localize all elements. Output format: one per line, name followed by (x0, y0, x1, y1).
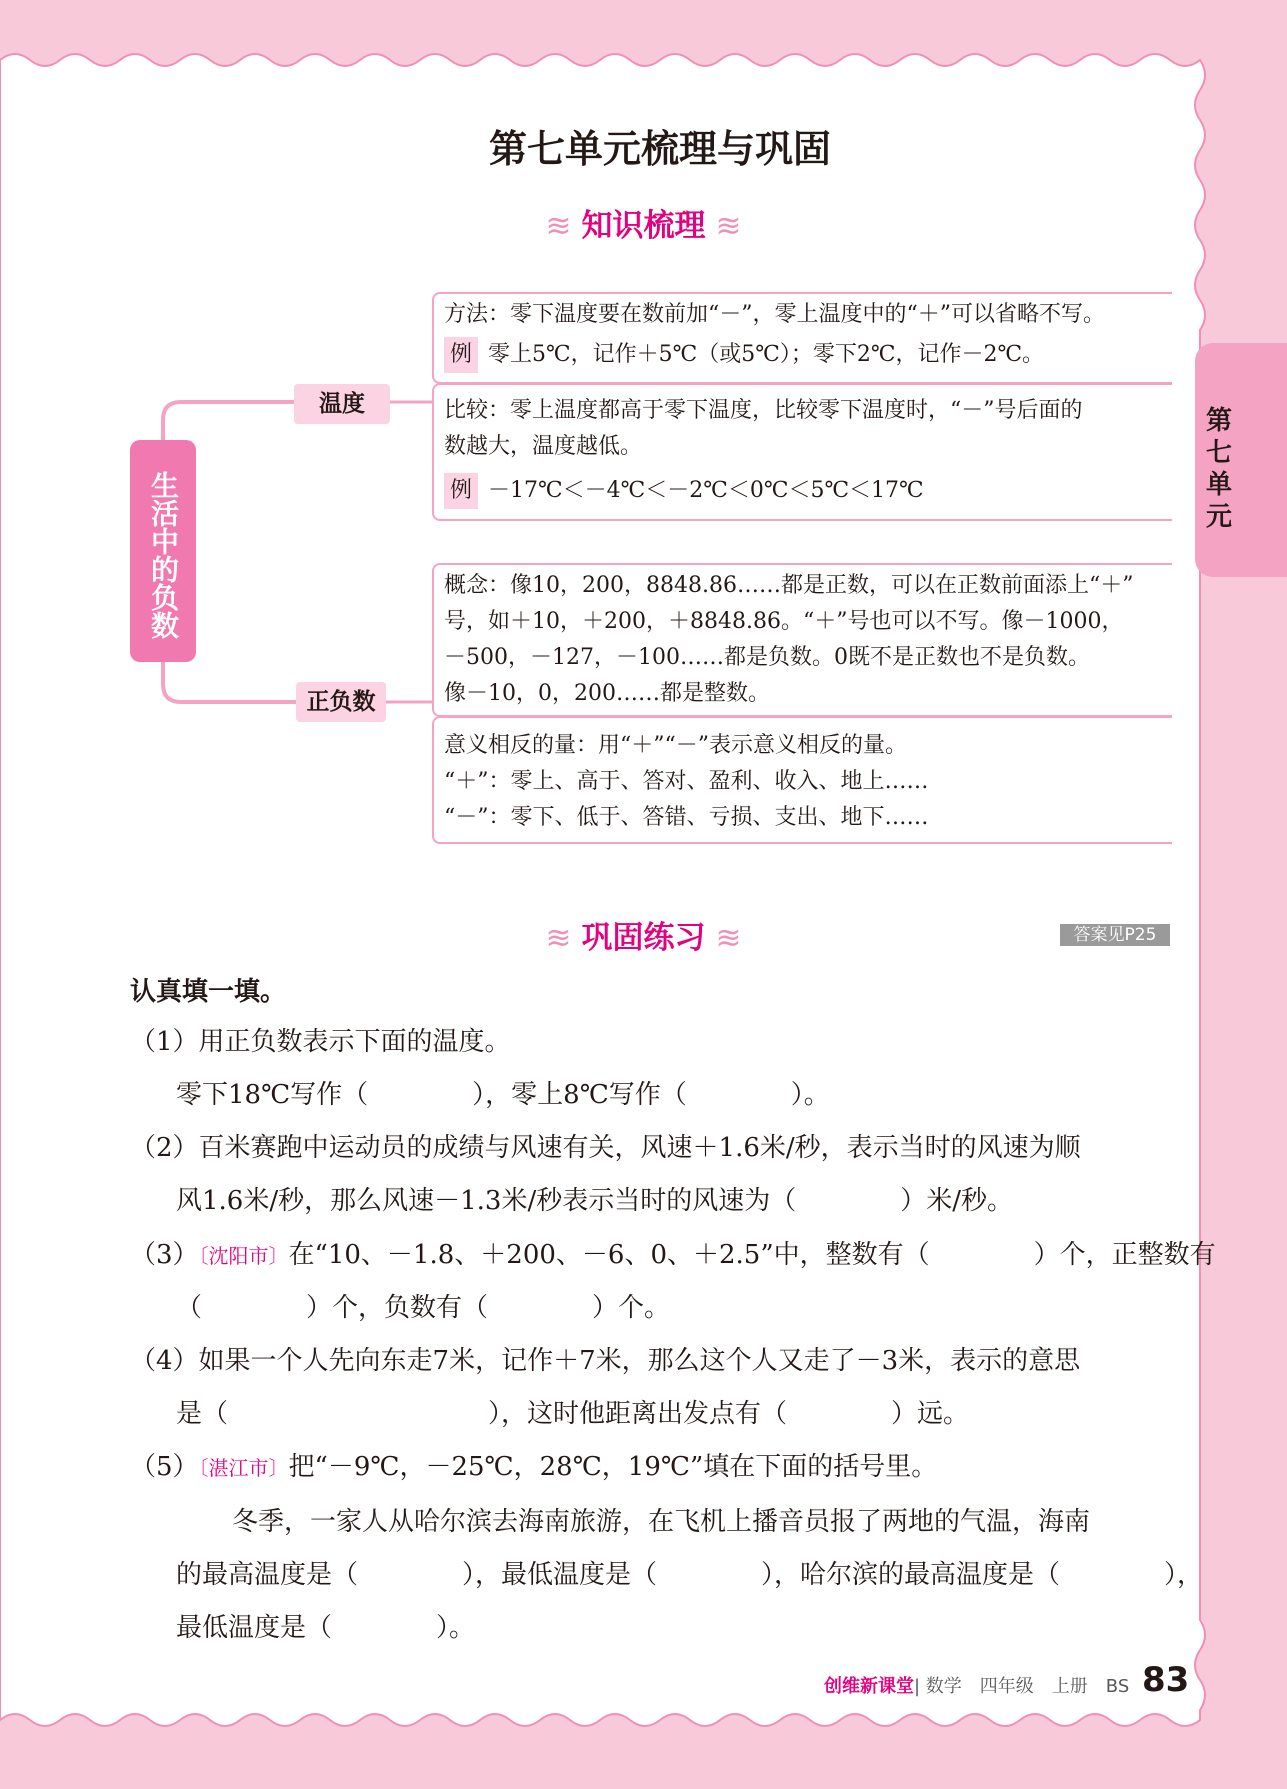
q5-line3: 的最高温度是（ ），最低温度是（ ），哈尔滨的最高温度是（ ）， (176, 1560, 1204, 1590)
posneg-concept-line2: 号，如＋10，＋200，＋8848.86。“＋”号也可以不写。像－1000， (444, 609, 1124, 634)
q5-city-tag: 〔湛江市〕 (198, 1456, 289, 1480)
q3-line1 (130, 1229, 1216, 1283)
wave-right-icon: ≋ (715, 208, 742, 244)
node-posneg: 正负数 (296, 682, 386, 722)
chapter-side-tab-label: 第七单元 (1205, 406, 1232, 532)
wave-left-icon: ≋ (545, 208, 572, 244)
q3-line2: （ ）个，负数有（ ）个。 (176, 1293, 671, 1323)
temp-example2-line (444, 473, 924, 509)
q3-number: （3） (130, 1240, 199, 1270)
q5-line1 (130, 1441, 937, 1495)
q2-line2: 风1.6米/秒，那么风速－1.3米/秒表示当时的风速为（ ）米/秒。 (176, 1186, 1013, 1216)
posneg-concept-line1: 概念：像10，200，8848.86……都是正数，可以在正数前面添上“＋” (444, 573, 1134, 598)
temp-compare-line1: 比较：零上温度都高于零下温度，比较零下温度时，“－”号后面的 (444, 398, 1083, 423)
q5-text: 把“－9℃，－25℃，28℃，19℃”填在下面的括号里。 (288, 1452, 938, 1482)
q5-line4: 最低温度是（ ）。 (176, 1613, 476, 1643)
wave-right-icon: ≋ (715, 920, 742, 956)
q1-line2: 零下18℃写作（ ），零上8℃写作（ ）。 (176, 1080, 830, 1110)
posneg-concept-line4: 像－10，0，200……都是整数。 (444, 681, 770, 706)
posneg-meaning-line3: “－”：零下、低于、答错、亏损、支出、地下…… (444, 805, 929, 830)
temp-compare-line2: 数越大，温度越低。 (444, 434, 643, 459)
footer-book-info: | 数学 四年级 上册 BS (914, 1676, 1130, 1697)
q4-line2: 是（ ），这时他距离出发点有（ ）远。 (176, 1399, 970, 1429)
temp-example1: 零上5℃，记作＋5℃（或5℃）；零下2℃，记作－2℃。 (488, 342, 1045, 367)
q2-line1: （2）百米赛跑中运动员的成绩与风速有关，风速＋1.6米/秒，表示当时的风速为顺 (130, 1133, 1081, 1163)
posneg-concept-line3: －500，－127，－100……都是负数。0既不是正数也不是负数。 (444, 645, 1090, 670)
section-knowledge-label: 知识梳理 (581, 208, 706, 244)
page-number: 83 (1142, 1660, 1190, 1700)
page-title: 第七单元梳理与巩固 (488, 127, 831, 171)
posneg-meaning-line1: 意义相反的量：用“＋”“－”表示意义相反的量。 (444, 733, 907, 758)
example-badge: 例 (444, 473, 478, 509)
temp-example2: －17℃＜－4℃＜－2℃＜0℃＜5℃＜17℃ (488, 478, 924, 503)
q5-line2: 冬季，一家人从哈尔滨去海南旅游，在飞机上播音员报了两地的气温，海南 (232, 1507, 1091, 1537)
answer-reference-tag: 答案见P25 (1060, 924, 1170, 946)
section-practice-label: 巩固练习 (581, 920, 706, 956)
q4-line1: （4）如果一个人先向东走7米，记作＋7米，那么这个人又走了－3米，表示的意思 (130, 1346, 1081, 1376)
q5-number: （5） (130, 1452, 199, 1482)
q3-city-tag: 〔沈阳市〕 (198, 1244, 289, 1268)
footer-brand: 创维新课堂 (824, 1676, 914, 1697)
posneg-meaning-line2: “＋”：零上、高于、答对、盈利、收入、地上…… (444, 769, 929, 794)
example-badge: 例 (444, 337, 478, 373)
q1-line1: （1）用正负数表示下面的温度。 (130, 1027, 511, 1057)
temp-example1-line (444, 337, 1044, 373)
temp-method-text: 方法：零下温度要在数前加“－”，零上温度中的“＋”可以省略不写。 (444, 302, 1105, 327)
q3-text: 在“10、－1.8、＋200、－6、0、＋2.5”中，整数有（ ）个，正整数有 (288, 1240, 1216, 1270)
page-footer (824, 1672, 1129, 1698)
mindmap-root-label: 生活中的负数 (147, 471, 180, 639)
exercise-heading: 认真填一填。 (130, 977, 287, 1007)
wave-left-icon: ≋ (545, 920, 572, 956)
node-temperature: 温度 (294, 384, 390, 424)
section-title-knowledge (0, 200, 1287, 245)
